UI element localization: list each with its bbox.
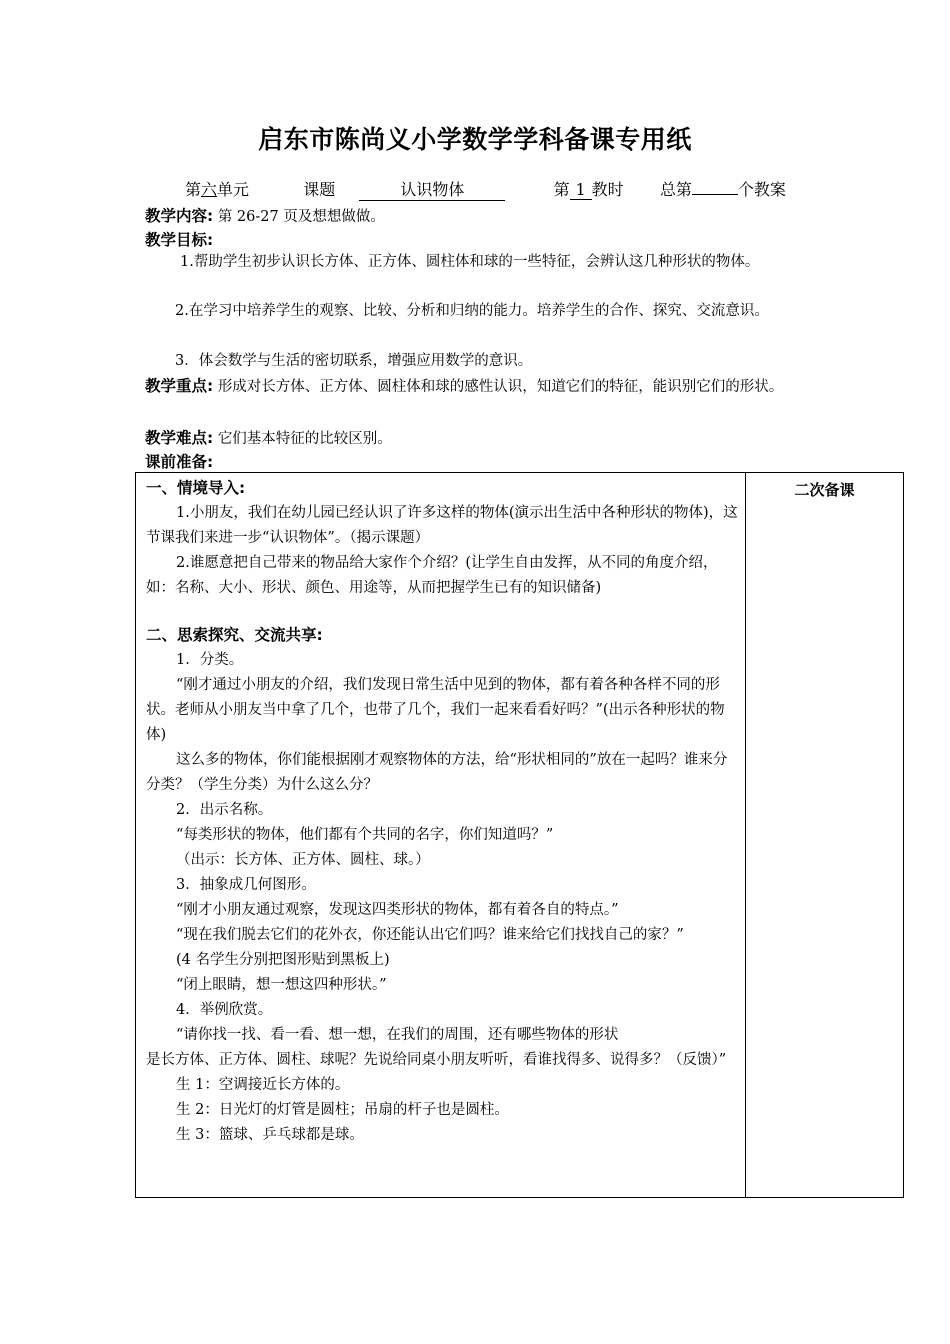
side-cell [746,473,904,1198]
key-points [145,374,813,399]
difficulty-label: 教学难点: [145,429,214,447]
explore-quote-6: “现在我们脱去它们的花外衣，你还能认出它们吗？谁来给它们找找自己的家？” [176,927,684,943]
explore-quote-9a: “请你找一找、看一看、想一想，在我们的周围，还有哪些物体的形状 [176,1027,619,1043]
student-answer-1: 生 1：空调接近长方体的。 [176,1077,350,1093]
step-names: 2．出示名称。 [176,802,273,818]
goal-item-1: 1.帮助学生初步认识长方体、正方体、圆柱体和球的一些特征，会辨认这几种形状的物体。 [180,254,760,270]
goal-item-3: 3．体会数学与生活的密切联系，增强应用数学的意识。 [175,353,533,369]
teaching-goals-label: 教学目标: [145,231,214,249]
goal-item-2: 2.在学习中培养学生的观察、比较、分析和归纳的能力。培养学生的合作、探究、交流意识。 [175,303,769,319]
unit-number: 六 [201,180,218,199]
lesson-meta [185,177,786,201]
period-prefix: 第 [553,180,570,199]
explore-quote-4: （出示：长方体、正方体、圆柱、球。） [176,852,430,868]
preparation [145,450,213,472]
key-points-text: 形成对长方体、正方体、圆柱体和球的感性认识，知道它们的特征，能识别它们的形状。 [217,379,784,395]
explore-quote-5: “刚才小朋友通过观察，发现这四类形状的物体，都有着各自的特点。” [176,902,619,918]
explore-quote-9b: 是长方体、正方体、圆柱、球呢？先说给同桌小朋友听听，看谁找得多、说得多？（反馈）” [146,1052,727,1068]
explore-quote-2: 这么多的物体，你们能根据刚才观察物体的方法，给“形状相同的”放在一起吗？谁来分分类？（学生分类）为什么这么分？ [146,752,728,793]
student-answer-2: 生 2：日光灯的灯管是圆柱；吊扇的杆子也是圆柱。 [176,1102,509,1118]
section-explore-heading: 二、思索探究、交流共享: [146,626,323,644]
difficulty [145,426,392,448]
explore-quote-8: “闭上眼睛，想一想这四种形状。” [176,977,387,993]
total-suffix: 个教案 [737,180,786,199]
intro-para-1: 1.小朋友，我们在幼儿园已经认识了许多这样的物体(演示出生活中各种形状的物体)，这节课我们来进一步“认识物体”。（揭示课题） [146,505,738,546]
difficulty-text: 它们基本特征的比较区别。 [217,431,392,447]
section-explore [146,623,740,1148]
explore-quote-7: (4 名学生分别把图形贴到黑板上) [176,952,390,968]
period-suffix: 教时 [591,180,624,199]
unit-suffix: 单元 [217,180,250,199]
intro-para-2: 2.谁愿意把自己带来的物品给大家作个介绍？(让学生自由发挥，从不同的角度介绍，如：名称、大小、形状、颜色、用途等，从而把握学生已有的知识储备) [146,555,718,596]
teaching-goals-heading [145,228,213,250]
topic-label: 课题 [303,180,336,199]
teaching-content-label: 教学内容: [145,207,214,225]
unit-prefix: 第 [185,180,202,199]
step-abstract: 3．抽象成几何图形。 [176,877,316,893]
explore-quote-1: “刚才通过小朋友的介绍，我们发现日常生活中见到的物体，都有着各种各样不同的形状。老师从小朋友当中拿了几个，也带了几个，我们一起来看看好吗？”(出示各种形状的物体) [146,677,725,743]
main-cell [136,473,746,1198]
total-blank [692,180,738,195]
topic-value: 认识物体 [359,177,505,201]
teaching-content [145,204,385,226]
second-prep-header: 二次备课 [794,481,855,499]
section-intro [146,476,740,601]
key-points-label: 教学重点: [145,377,214,395]
step-classify: 1．分类。 [176,652,244,668]
section-intro-heading: 一、情境导入: [146,479,246,497]
teaching-content-text: 第 26-27 页及想想做做。 [217,209,385,225]
preparation-label: 课前准备: [145,453,214,471]
period-number: 1 [570,180,592,200]
explore-quote-3: “每类形状的物体，他们都有个共同的名字，你们知道吗？” [176,827,554,843]
student-answer-3: 生 3：篮球、乒乓球都是球。 [176,1127,364,1143]
page-title: 启东市陈尚义小学数学学科备课专用纸 [258,125,692,154]
step-examples: 4．举例欣赏。 [176,1002,273,1018]
lesson-plan-table [135,472,904,1198]
total-prefix: 总第 [659,180,692,199]
